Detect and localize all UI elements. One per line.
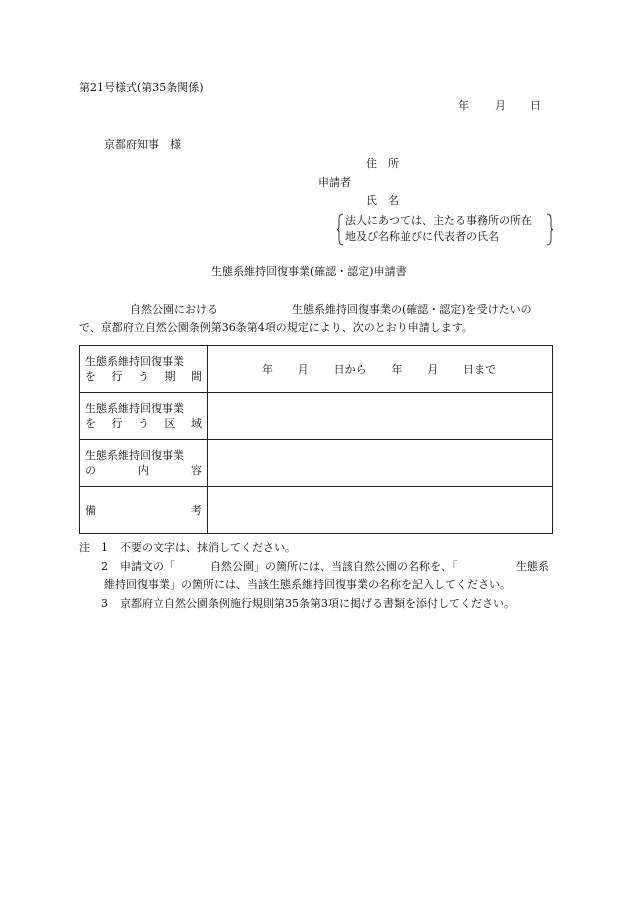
note-2-text-c: 生態系 [516,560,549,573]
corporate-note-line2: 地及び名称並びに代表者の氏名 [345,230,499,243]
note-2-text-b: 自然公園」の箇所には、当該自然公園の名称を、「 [210,560,458,573]
label-remarks: 備 考 [80,487,208,534]
label-period: 生態系維持回復事業 を 行 う 期 間 [80,346,208,393]
date-month-label: 月 [495,99,506,112]
note-1-text: 不要の文字は、抹消してください。 [120,541,296,554]
note-2-text-d: 維持回復事業」の箇所には、当該生態系維持回復事業の名称を記入してください。 [104,578,511,591]
date-day-label: 日 [530,99,541,112]
value-area[interactable] [208,393,553,440]
notes-prefix: 注 [79,541,90,554]
body-text-part1: 自然公園における [130,303,218,316]
note-3-text: 京都府立自然公園条例施行規則第35条第3項に掲げる書類を添付してください。 [120,597,515,610]
value-remarks[interactable] [208,487,553,534]
table-row-area [80,393,553,440]
name-label: 氏 名 [366,194,399,207]
value-period[interactable]: 年 月 日から 年 月 日まで [208,346,553,393]
corporate-note-line1: 法人にあつては、主たる事務所の所在 [345,214,532,227]
form-number: 第21号様式(第35条関係) [79,81,204,94]
application-table [79,345,553,534]
value-content[interactable] [208,440,553,487]
address-label: 住 所 [366,157,399,170]
addressee: 京都府知事 様 [104,138,181,151]
label-content: 生態系維持回復事業 の 内 容 [80,440,208,487]
note-2-num: 2 [101,560,108,573]
table-row-remarks [80,487,553,534]
note-1-num: 1 [101,541,108,554]
note-3-num: 3 [101,597,108,610]
date-year-label: 年 [458,99,469,112]
note-2-text-a: 申請文の「 [120,560,175,573]
applicant-label: 申請者 [318,176,351,189]
label-area: 生態系維持回復事業 を 行 う 区 域 [80,393,208,440]
table-row-period [80,346,553,393]
table-row-content [80,440,553,487]
corporate-note-bracket [337,213,553,246]
body-text-part2: 生態系維持回復事業の(確認・認定)を受けたいの [292,303,532,316]
body-text-line2: で、京都府立自然公園条例第36条第4項の規定により、次のとおり申請します。 [79,321,473,334]
document-title: 生態系維持回復事業(確認・認定)申請書 [211,265,407,278]
